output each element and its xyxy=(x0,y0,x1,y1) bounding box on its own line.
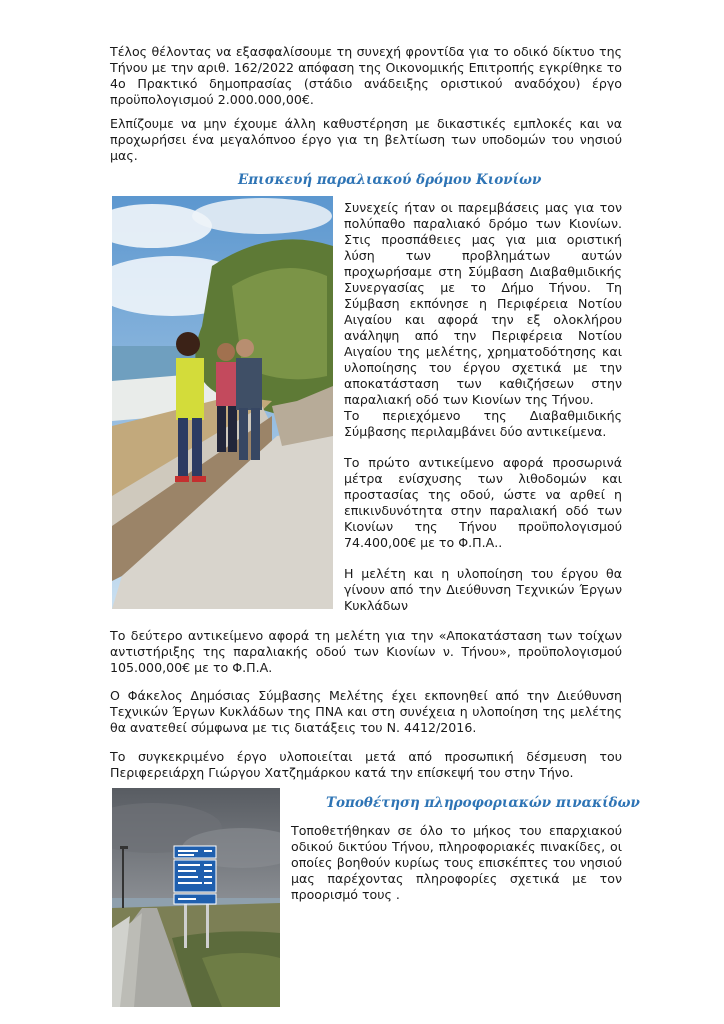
signs-paragraph-1: Τοποθετήθηκαν σε όλο το μήκος του επαρχιακού οδικού δικτύου Τήνου, πληροφοριακές πινακίδες, οι οποίες βοηθούν κυρίως τους επισκέπτες του νησιού μας παρέχοντας πληροφορίες σχετικά με τον προορισμό τους . xyxy=(291,823,622,902)
kionia-paragraph-3: Το πρώτο αντικείμενο αφορά προσωρινά μέτρα ενίσχυσης των λιθοδομών και προστασίας της οδού, ώστε να αρθεί η επικινδυνότητα στην παραλιακή οδό των Κιονίων της Τήνου προϋπολογισμού 74.400,00€ με το Φ.Π.Α.. xyxy=(344,455,622,550)
photo-road-signs xyxy=(112,788,280,1007)
kionia-paragraph-4: Η μελέτη και η υλοποίηση του έργου θα γίνουν από την Διεύθυνση Τεχνικών Έργων Κυκλάδων xyxy=(344,566,622,613)
intro-paragraph-1: Τέλος θέλοντας να εξασφαλίσουμε τη συνεχή φροντίδα για το οδικό δίκτυο της Τήνου με την αριθ. 162/2022 απόφαση της Οικονομικής Επιτροπής εγκρίθηκε το 4ο Πρακτικό δημοπρασίας (στάδιο ανάδειξης οριστικού αναδόχου) έργο προϋπολογισμού 2.000.000,00€. xyxy=(110,44,622,107)
kionia-paragraph-6: Ο Φάκελος Δημόσιας Σύμβασης Μελέτης έχει εκπονηθεί από την Διεύθυνση Τεχνικών Έργων Κυκλάδων της ΠΝΑ και στη συνέχεια η υλοποίηση της μελέτης θα ανατεθεί σύμφωνα με τις διατάξεις του Ν. 4412/2016. xyxy=(110,688,622,735)
kionia-paragraph-2: Το περιεχόμενο της Διαβαθμιδικής Σύμβασης περιλαμβάνει δύο αντικείμενα. xyxy=(344,408,622,439)
kionia-paragraph-1: Συνεχείς ήταν οι παρεμβάσεις μας για τον πολύπαθο παραλιακό δρόμο των Κιονίων. Στις προσπάθειες μας για μια οριστική λύση των προβλημάτων αυτών προχωρήσαμε στη Σύμβαση Διαβαθμιδικής Συνεργασίας με το Δήμο Τήνου. Τη Σύμβαση εκπόνησε η Περιφέρεια Νοτίου Αιγαίου και αφορά την εξ ολοκλήρου ανάληψη από την Περιφέρεια Νοτίου Αιγαίου της μελέτης, χρηματοδότησης και υλοποίησης του έργου σχετικά με την αποκατάσταση των καθιζήσεων στην παραλιακή οδό των Κιονίων της Τήνου. xyxy=(344,200,622,407)
intro-paragraph-2: Ελπίζουμε να μην έχουμε άλλη καθυστέρηση με δικαστικές εμπλοκές και να προχωρήσει ένα μεγαλόπνοο έργο για τη βελτίωση των υποδομών του νησιού μας. xyxy=(110,116,622,163)
section-heading-kionia: Επισκευή παραλιακού δρόμου Κιονίων xyxy=(238,172,542,188)
kionia-paragraph-5: Το δεύτερο αντικείμενο αφορά τη μελέτη για την «Αποκατάσταση των τοίχων αντιστήριξης της παραλιακής οδού των Κιονίων ν. Τήνου», προϋπολογισμού 105.000,00€ με το Φ.Π.Α. xyxy=(110,628,622,675)
section-heading-signs: Τοποθέτηση πληροφοριακών πινακίδων xyxy=(326,795,640,811)
kionia-paragraph-7: Το συγκεκριμένο έργο υλοποιείται μετά από προσωπική δέσμευση του Περιφερειάρχη Γιώργου Χατζημάρκου κατά την επίσκεψή του στην Τήνο. xyxy=(110,749,622,780)
photo-kionia-road xyxy=(112,196,333,609)
